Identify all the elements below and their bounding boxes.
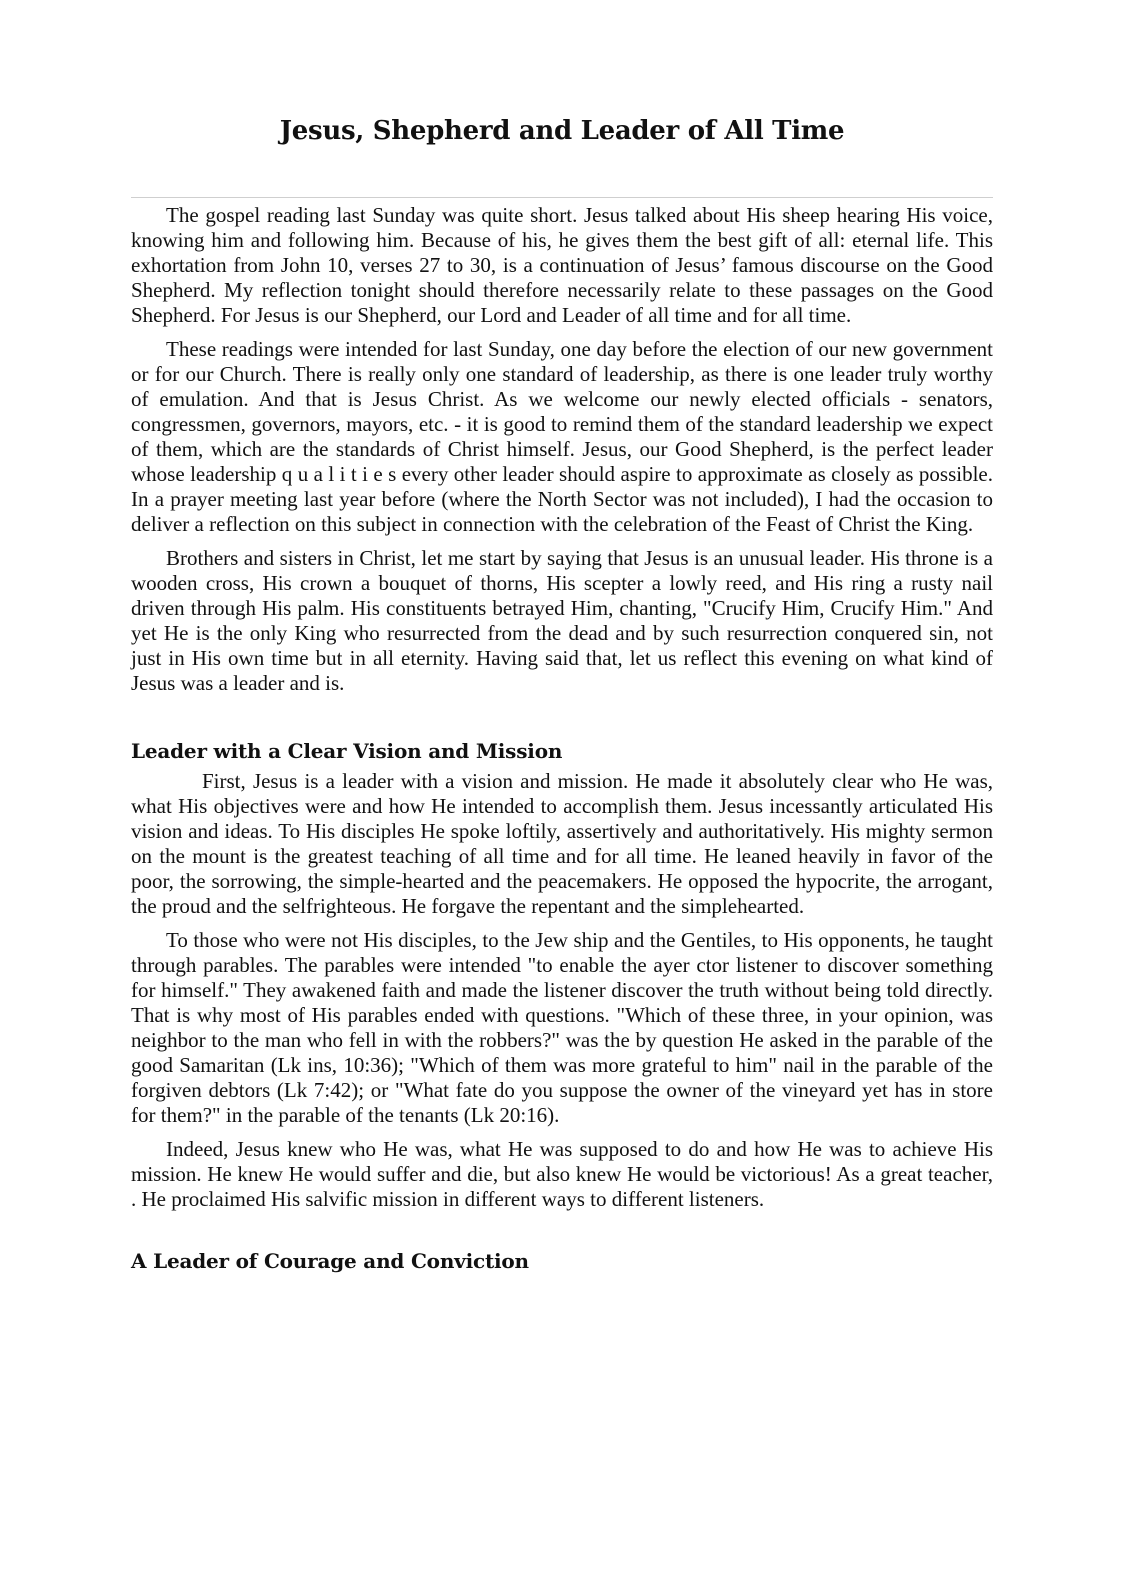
- title-divider: [131, 197, 993, 198]
- document-body: [131, 203, 993, 1279]
- paragraph-intro-3: Brothers and sisters in Christ, let me start by saying that Jesus is an unusual leader. His throne is a wooden cross, His crown a bouquet of thorns, His scepter a lowly reed, and His ring a rusty nail driven through His palm. His constituents betrayed Him, chanting, "Crucify Him, Crucify Him." And yet He is the only King who resurrected from the dead and by such resurrection conquered sin, not just in His own time but in all eternity. Having said that, let us reflect this evening on what kind of Jesus was a leader and is.: [131, 546, 993, 695]
- section-heading-courage: A Leader of Courage and Conviction: [131, 1249, 529, 1273]
- paragraph-vision-3: Indeed, Jesus knew who He was, what He was supposed to do and how He was to achieve His mission. He knew He would suffer and die, but also knew He would be victorious! As a great teacher, . He proclaimed His salvific mission in different ways to different listeners.: [131, 1137, 993, 1211]
- section-heading-vision: Leader with a Clear Vision and Mission: [131, 739, 563, 763]
- paragraph-intro-2: These readings were intended for last Sunday, one day before the election of our new government or for our Church. There is really only one standard of leadership, as there is one leader truly worthy of emulation. And that is Jesus Christ. As we welcome our newly elected officials - senators, congressmen, governors, mayors, etc. - it is good to remind them of the standard leadership we expect of them, which are the standards of Christ himself. Jesus, our Good Shepherd, is the perfect leader whose leadership q u a l i t i e s every other leader should aspire to approximate as closely as possible. In a prayer meeting last year before (where the North Sector was not included), I had the occasion to deliver a reflection on this subject in connection with the celebration of the Feast of Christ the King.: [131, 337, 993, 536]
- page-title: Jesus, Shepherd and Leader of All Time: [279, 116, 845, 146]
- paragraph-vision-2: To those who were not His disciples, to the Jew ship and the Gentiles, to His opponents, he taught through parables. The parables were intended "to enable the ayer ctor listener to discover something for himself." They awakened faith and made the listener discover the truth without being told directly. That is why most of His parables ended with questions. "Which of these three, in your opinion, was neighbor to the man who fell in with the robbers?" was the by question He asked in the parable of the good Samaritan (Lk ins, 10:36); "Which of them was more grateful to him" nail in the parable of the forgiven debtors (Lk 7:42); or "What fate do you suppose the owner of the vineyard yet has in store for them?" in the parable of the tenants (Lk 20:16).: [131, 928, 993, 1127]
- paragraph-vision-1: First, Jesus is a leader with a vision and mission. He made it absolutely clear who He was, what His objectives were and how He intended to accomplish them. Jesus incessantly articulated His vision and ideas. To His disciples He spoke loftily, assertively and authoritatively. His mighty sermon on the mount is the greatest teaching of all time and for all time. He leaned heavily in favor of the poor, the sorrowing, the simple-hearted and the peacemakers. He opposed the hypocrite, the arrogant, the proud and the selfrighteous. He forgave the repentant and the simplehearted.: [131, 769, 993, 918]
- paragraph-intro-1: The gospel reading last Sunday was quite short. Jesus talked about His sheep hearing His voice, knowing him and following him. Because of his, he gives them the best gift of all: eternal life. This exhortation from John 10, verses 27 to 30, is a continuation of Jesus’ famous discourse on the Good Shepherd. My reflection tonight should therefore necessarily relate to these passages on the Good Shepherd. For Jesus is our Shepherd, our Lord and Leader of all time and for all time.: [131, 203, 993, 327]
